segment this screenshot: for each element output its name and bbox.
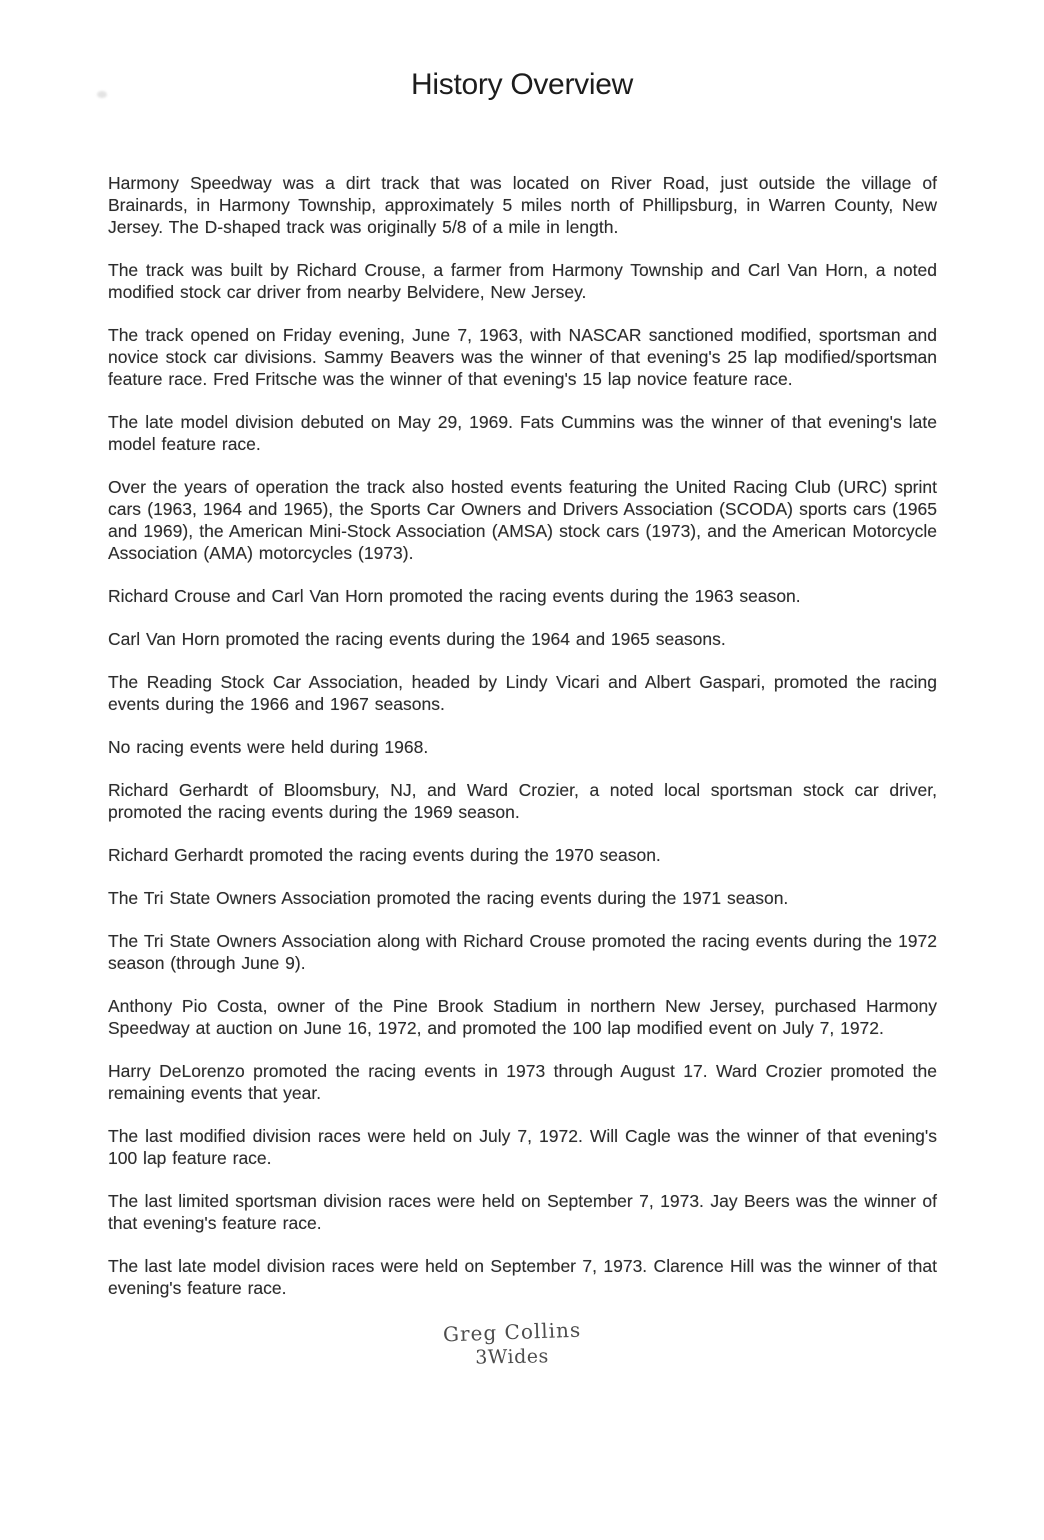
paragraph-promoters-1970: Richard Gerhardt promoted the racing events during the 1970 season.: [108, 845, 661, 865]
paragraph-hosted-events: Over the years of operation the track also hosted events featuring the United Racing Club (URC) sprint cars (1963, 1964 and 1965), the Sports Car Owners and Drivers Association (SCODA) sports cars (1965 and 1969), the American Mini-Stock Association (AMSA) stock cars (1973), and the American Motorcycle Association (AMA) motorcycles (1973).: [108, 477, 937, 563]
signature-brand: 3Wides: [475, 1345, 549, 1369]
signature-author: Greg Collins: [442, 1317, 582, 1347]
paragraph-promoters-1963: Richard Crouse and Carl Van Horn promoted the racing events during the 1963 season.: [108, 586, 801, 606]
paragraph-last-sportsman-races: The last limited sportsman division races were held on September 7, 1973. Jay Beers was the winner of that evening's feature race.: [108, 1191, 937, 1233]
paragraph-promoters-1973: Harry DeLorenzo promoted the racing events in 1973 through August 17. Ward Crozier promoted the remaining events that year.: [108, 1061, 937, 1103]
paragraph-pio-costa-purchase: Anthony Pio Costa, owner of the Pine Brook Stadium in northern New Jersey, purchased Harmony Speedway at auction on June 16, 1972, and promoted the 100 lap modified event on July 7, 1972.: [108, 996, 937, 1038]
paragraph-promoters-1972: The Tri State Owners Association along with Richard Crouse promoted the racing events during the 1972 season (through June 9).: [108, 931, 937, 973]
paragraph-promoters-1969: Richard Gerhardt of Bloomsbury, NJ, and Ward Crozier, a noted local sportsman stock car driver, promoted the racing events during the 1969 season.: [108, 780, 937, 822]
page-title: History Overview: [411, 68, 633, 101]
paragraph-promoters-1964-1965: Carl Van Horn promoted the racing events during the 1964 and 1965 seasons.: [108, 629, 726, 649]
scan-artifact-mark: [97, 91, 107, 98]
paragraph-last-late-model-races: The last late model division races were held on September 7, 1973. Clarence Hill was the winner of that evening's feature race.: [108, 1256, 937, 1298]
paragraph-track-builders: The track was built by Richard Crouse, a farmer from Harmony Township and Carl Van Horn, a noted modified stock car driver from nearby Belvidere, New Jersey.: [108, 260, 937, 302]
paragraph-late-model-debut: The late model division debuted on May 29, 1969. Fats Cummins was the winner of that evening's late model feature race.: [108, 412, 937, 454]
paragraph-track-location: Harmony Speedway was a dirt track that was located on River Road, just outside the village of Brainards, in Harmony Township, approximately 5 miles north of Phillipsburg, in Warren County, New Jersey. The D-shaped track was originally 5/8 of a mile in length.: [108, 173, 937, 237]
signature-block: [0, 1317, 1034, 1369]
paragraph-last-modified-races: The last modified division races were held on July 7, 1972. Will Cagle was the winner of that evening's 100 lap feature race.: [108, 1126, 937, 1168]
paragraph-promoters-1966-1967: The Reading Stock Car Association, headed by Lindy Vicari and Albert Gaspari, promoted the racing events during the 1966 and 1967 seasons.: [108, 672, 937, 714]
document-body: [108, 172, 937, 1299]
paragraph-track-opening: The track opened on Friday evening, June 7, 1963, with NASCAR sanctioned modified, sportsman and novice stock car divisions. Sammy Beavers was the winner of that evening's 25 lap modified/sportsman feature race. Fred Fritsche was the winner of that evening's 15 lap novice feature race.: [108, 325, 937, 389]
paragraph-promoters-1971: The Tri State Owners Association promoted the racing events during the 1971 season.: [108, 888, 789, 908]
paragraph-no-racing-1968: No racing events were held during 1968.: [108, 737, 429, 757]
